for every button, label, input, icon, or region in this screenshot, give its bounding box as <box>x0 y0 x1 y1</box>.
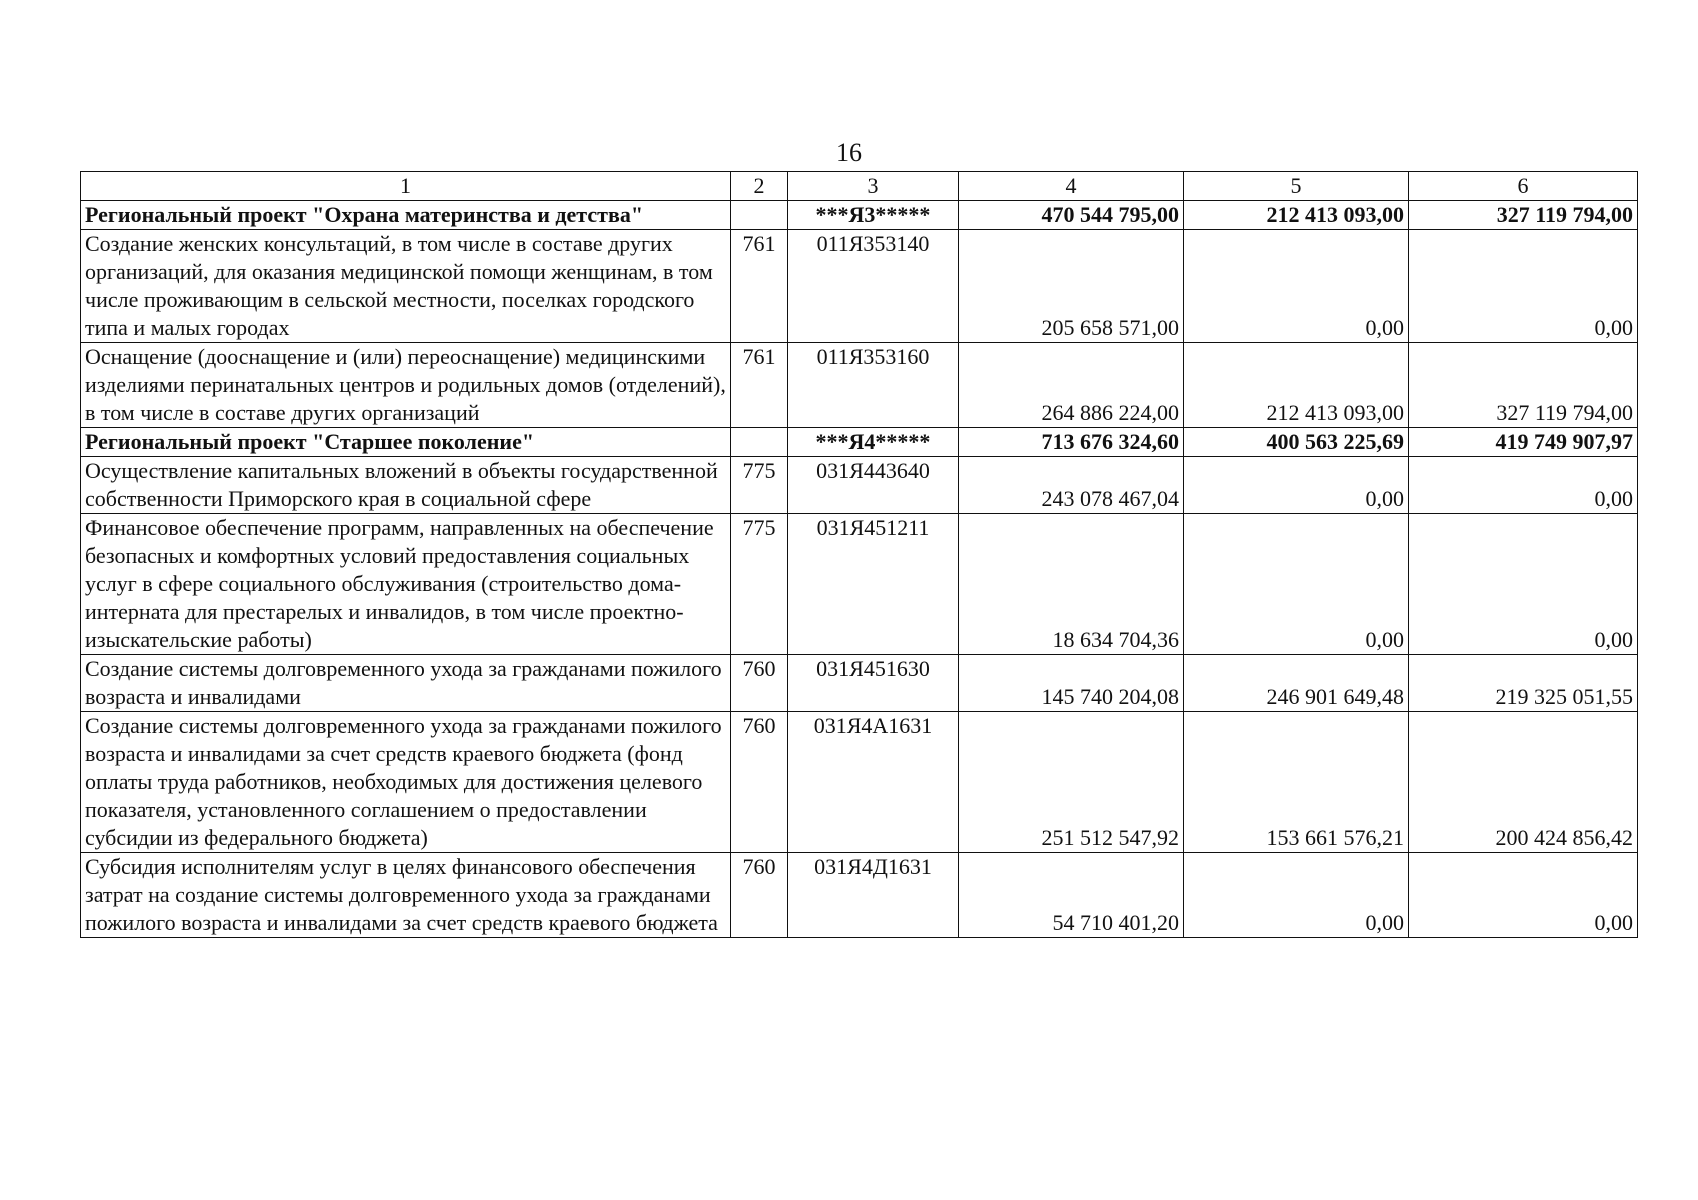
row-value-5: 0,00 <box>1184 853 1409 938</box>
row-code1: 760 <box>731 853 788 938</box>
row-code2: 011Я353160 <box>788 343 959 428</box>
row-value-4: 470 544 795,00 <box>959 201 1184 230</box>
row-value-5: 400 563 225,69 <box>1184 428 1409 457</box>
row-value-5: 246 901 649,48 <box>1184 655 1409 712</box>
column-header: 2 <box>731 172 788 201</box>
row-code1 <box>731 201 788 230</box>
row-value-6: 200 424 856,42 <box>1409 712 1638 853</box>
row-value-4: 205 658 571,00 <box>959 230 1184 343</box>
table-row <box>81 457 1638 514</box>
row-value-4: 145 740 204,08 <box>959 655 1184 712</box>
page-number: 16 <box>836 138 862 167</box>
row-code2: ***Я4***** <box>788 428 959 457</box>
row-code2: 031Я4Д1631 <box>788 853 959 938</box>
column-header: 6 <box>1409 172 1638 201</box>
budget-table <box>80 171 1638 938</box>
row-value-5: 0,00 <box>1184 514 1409 655</box>
table-row <box>81 201 1638 230</box>
row-name: Создание системы долговременного ухода за гражданами пожилого возраста и инвалидами за счет средств краевого бюджета (фонд оплаты труда работников, необходимых для достижения целевого показателя, установленного соглашением о предоставлении субсидии из федерального бюджета) <box>81 712 731 853</box>
row-value-4: 243 078 467,04 <box>959 457 1184 514</box>
table-row <box>81 514 1638 655</box>
table-row <box>81 712 1638 853</box>
row-code1: 775 <box>731 514 788 655</box>
row-value-6: 0,00 <box>1409 514 1638 655</box>
table-header-row <box>81 172 1638 201</box>
row-name: Финансовое обеспечение программ, направленных на обеспечение безопасных и комфортных условий предоставления социальных услуг в сфере социального обслуживания (строительство дома-интерната для престарелых и инвалидов, в том числе проектно-изыскательские работы) <box>81 514 731 655</box>
row-value-4: 264 886 224,00 <box>959 343 1184 428</box>
row-value-6: 327 119 794,00 <box>1409 201 1638 230</box>
row-code2: 031Я451630 <box>788 655 959 712</box>
row-code1: 760 <box>731 712 788 853</box>
column-header: 4 <box>959 172 1184 201</box>
row-value-5: 212 413 093,00 <box>1184 201 1409 230</box>
row-code2: 011Я353140 <box>788 230 959 343</box>
row-value-5: 0,00 <box>1184 230 1409 343</box>
row-code2: 031Я4А1631 <box>788 712 959 853</box>
row-code2: 031Я451211 <box>788 514 959 655</box>
row-value-6: 419 749 907,97 <box>1409 428 1638 457</box>
table-row <box>81 853 1638 938</box>
column-header: 5 <box>1184 172 1409 201</box>
row-code1: 775 <box>731 457 788 514</box>
row-value-6: 219 325 051,55 <box>1409 655 1638 712</box>
row-name: Субсидия исполнителям услуг в целях финансового обеспечения затрат на создание системы долговременного ухода за гражданами пожилого возраста и инвалидами за счет средств краевого бюджета <box>81 853 731 938</box>
table-row <box>81 230 1638 343</box>
row-name: Создание женских консультаций, в том числе в составе других организаций, для оказания медицинской помощи женщинам, в том числе проживающим в сельской местности, поселках городского типа и малых городах <box>81 230 731 343</box>
row-value-6: 0,00 <box>1409 230 1638 343</box>
row-name: Региональный проект "Старшее поколение" <box>81 428 731 457</box>
row-code2: 031Я443640 <box>788 457 959 514</box>
table-row <box>81 343 1638 428</box>
row-value-6: 327 119 794,00 <box>1409 343 1638 428</box>
row-value-4: 713 676 324,60 <box>959 428 1184 457</box>
row-value-5: 153 661 576,21 <box>1184 712 1409 853</box>
row-value-6: 0,00 <box>1409 853 1638 938</box>
row-code2: ***Я3***** <box>788 201 959 230</box>
table-row <box>81 655 1638 712</box>
row-name: Региональный проект "Охрана материнства и детства" <box>81 201 731 230</box>
row-name: Оснащение (дооснащение и (или) переоснащение) медицинскими изделиями перинатальных центров и родильных домов (отделений), в том числе в составе других организаций <box>81 343 731 428</box>
row-name: Осуществление капитальных вложений в объекты государственной собственности Приморского края в социальной сфере <box>81 457 731 514</box>
row-code1: 761 <box>731 230 788 343</box>
row-value-6: 0,00 <box>1409 457 1638 514</box>
row-code1: 760 <box>731 655 788 712</box>
row-name: Создание системы долговременного ухода за гражданами пожилого возраста и инвалидами <box>81 655 731 712</box>
row-value-4: 251 512 547,92 <box>959 712 1184 853</box>
column-header: 1 <box>81 172 731 201</box>
row-value-4: 54 710 401,20 <box>959 853 1184 938</box>
row-value-4: 18 634 704,36 <box>959 514 1184 655</box>
row-code1 <box>731 428 788 457</box>
row-code1: 761 <box>731 343 788 428</box>
row-value-5: 212 413 093,00 <box>1184 343 1409 428</box>
row-value-5: 0,00 <box>1184 457 1409 514</box>
column-header: 3 <box>788 172 959 201</box>
table-row <box>81 428 1638 457</box>
